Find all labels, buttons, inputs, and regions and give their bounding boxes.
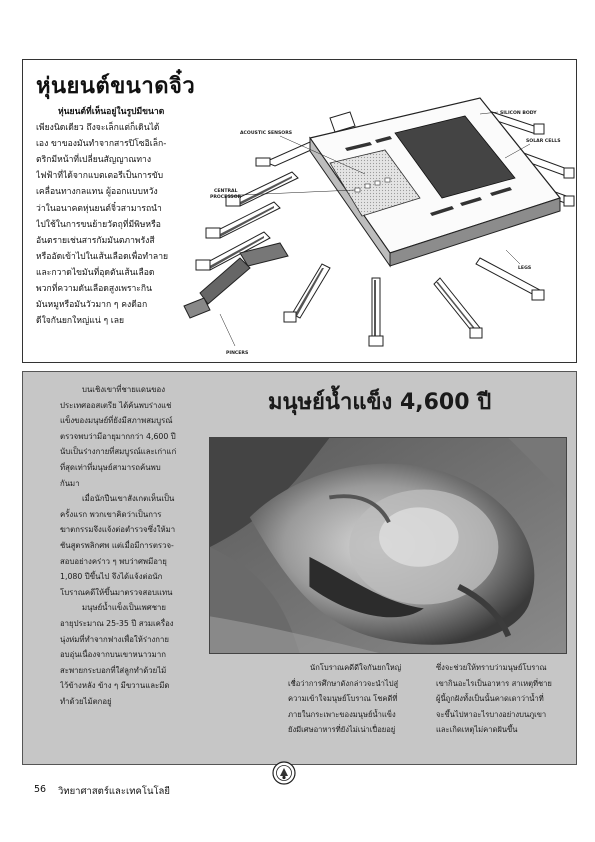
text-line: นุ่งห่มที่ทำจากฟางเพื่อให้ร่างกาย (60, 634, 169, 644)
text-line: แข็งของมนุษย์ที่ยังมีสภาพสมบูรณ์ (60, 416, 173, 426)
text-line: เมื่อนักปีนเขาสังเกตเห็นเป็น (82, 494, 175, 504)
text-line: ทำด้วยไม้ตกอยู่ (60, 696, 112, 706)
text-line: ยังมีเศษอาหารที่ยังไม่เน่าเปื่อยอยู่ (288, 725, 396, 735)
iceman-photo (209, 437, 567, 654)
text-line: ชันสูตรพลิกศพ แต่เมื่อมีการตรวจ- (60, 540, 174, 550)
text-line: ไว้ข้างหลัง ข้าง ๆ มีขวานและมีด (60, 681, 170, 691)
text-line: ที่สุดเท่าที่มนุษย์สามารถค้นพบ (60, 462, 161, 472)
text-line: บนเชิงเขาที่ชายแดนของ (82, 385, 166, 394)
text-line: ไปใช้ในการขนย้ายวัตถุที่มีพิษหรือ (36, 219, 161, 230)
iceman-article-col3 (436, 660, 568, 738)
label-central: CENTRAL (214, 189, 238, 194)
text-line: มันหมูหรือมันวัวมาก ๆ คงดีอก (36, 300, 148, 311)
text-line: อบอุ่นเนื่องจากบนเขาหนาวมาก (60, 650, 166, 660)
text-line: ดีใจกันยกใหญ่แน่ ๆ เลย (36, 316, 125, 327)
text-line: ซึ่งจะช่วยให้ทราบว่ามนุษย์โบราณ (436, 663, 547, 672)
text-line: ตรวจพบว่ามีอายุมากกว่า 4,600 ปี (60, 431, 176, 441)
label-solar-cells: SOLAR CELLS (526, 139, 561, 144)
text-line: เพียงนิดเดียว ถึงจะเล็กแต่ก็เดินได้ (36, 123, 160, 134)
page-number: 56 (34, 784, 47, 795)
text-line: 1,080 ปีขึ้นไป จึงได้แจ้งต่อนัก (60, 572, 163, 582)
label-acoustic-sensors: ACOUSTIC SENSORS (240, 131, 293, 136)
text-line: ความเข้าใจมนุษย์โบราณ โชคดีที่ (288, 694, 398, 704)
text-line: อายุประมาณ 25-35 ปี สวมเครื่อง (60, 618, 174, 628)
label-silicon-body: SILICON BODY (500, 111, 537, 116)
text-line: และเกิดเหตุไม่คาดฝันขึ้น (436, 725, 518, 735)
text-line: ฆาตกรรมจึงแจ้งต่อตำรวจซึ่งให้มา (60, 525, 176, 535)
text-line: จะขึ้นไปหาอะไรบางอย่างบนภูเขา (436, 709, 547, 719)
text-line: เชื่อว่าการศึกษาดังกล่าวจะนำไปสู่ (288, 678, 399, 688)
magazine-emblem-icon (271, 760, 297, 786)
text-line: หรืออัดเข้าไปในเส้นเลือดเพื่อทำลาย (36, 251, 169, 262)
text-line: ประเทศออสเตรีย ได้ค้นพบร่างแช่ (60, 400, 172, 410)
text-line: ตริกมีหน้าที่เปลี่ยนสัญญาณทาง (36, 155, 152, 166)
text-line: เอง ขาของมันทำจากสารปิโซอิเล็ก- (36, 139, 167, 150)
text-line: เขากินอะไรเป็นอาหาร สาเหตุที่ชาย (436, 678, 552, 688)
text-line: พวกที่ความดันเลือดสูงเพราะกิน (36, 284, 153, 295)
text-line: สอบอย่างคร่าว ๆ พบว่าศพมีอายุ (60, 556, 167, 566)
text-line: โบราณคดีให้ขึ้นมาตรวจสอบแทน (60, 587, 173, 597)
robot-article-title: หุ่นยนต์ขนาดจิ๋ว (36, 74, 196, 99)
micro-robot-diagram (180, 78, 575, 362)
text-line: อันตรายเช่นสารกัมมันตภาพรังสี (36, 235, 155, 246)
text-line: เคลื่อนทางกลแทน ผู้ออกแบบหวัง (36, 187, 158, 198)
text-line: นับเป็นร่างกายที่สมบูรณ์และเก่าแก่ (60, 447, 177, 457)
text-line: นักโบราณคดีดีใจกันยกใหญ่ (310, 663, 402, 672)
iceman-article-col1 (60, 382, 210, 709)
text-line: หุ่นยนต์ที่เห็นอยู่ในรูปมีขนาด (58, 107, 165, 117)
iceman-article-col2 (288, 660, 424, 738)
robot-article-body (36, 104, 200, 329)
text-line: สะพายกระบอกที่ใส่ลูกทำด้วยไม้ (60, 665, 167, 675)
label-processor: PROCESSOR (210, 195, 242, 200)
label-pincers: PINCERS (226, 351, 249, 356)
text-line: ไฟฟ้าที่ได้จากแบตเตอรีเป็นการขับ (36, 171, 164, 182)
text-line: และกวาดไขมันที่อุดตันเส้นเลือด (36, 267, 155, 278)
text-line: ผู้นี้ถูกฝังทั้งเป็นนั้นคาดเดาว่าน้ำที่ (436, 694, 544, 704)
label-legs: LEGS (518, 266, 532, 271)
iceman-article-title: มนุษย์น้ำแข็ง 4,600 ปี (268, 390, 492, 415)
text-line: ครั้งแรก พวกเขาคิดว่าเป็นการ (60, 509, 162, 519)
text-line: ภายในกระเพาะของมนุษย์น้ำแข็ง (288, 709, 396, 719)
magazine-title: วิทยาศาสตร์และเทคโนโลยี (58, 786, 170, 797)
text-line: ว่าในอนาคตหุ่นยนต์จิ๋วสามารถนำ (36, 203, 162, 214)
text-line: มนุษย์น้ำแข็งเป็นเพศชาย (82, 603, 166, 613)
text-line: กันมา (60, 478, 80, 488)
